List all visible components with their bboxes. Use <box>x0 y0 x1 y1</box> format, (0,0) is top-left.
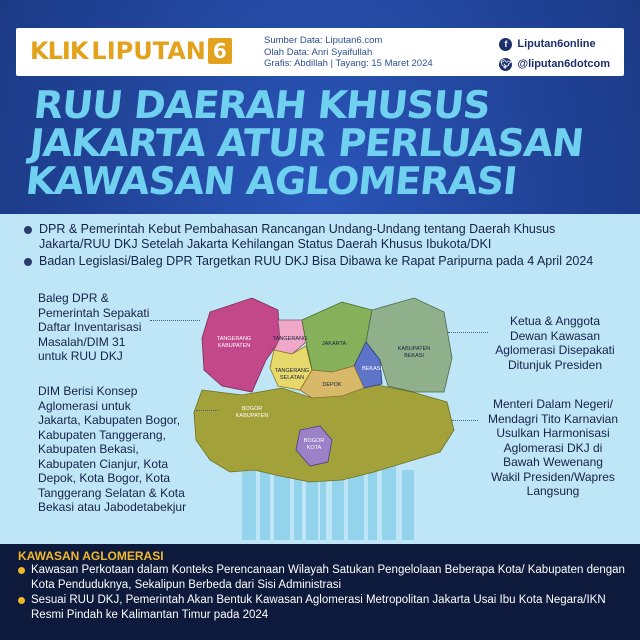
footer-list <box>18 563 628 623</box>
note-line: Depok, Kota Bogor, Kota <box>38 471 171 485</box>
note-line: Pemerintah Sepakati <box>38 305 150 320</box>
note-line: Wakil Presiden/Wapres <box>491 469 615 484</box>
title-line-1: RUU DAERAH KHUSUS <box>31 83 492 127</box>
map-label-tangerang-kab-1: TANGERANG <box>216 336 252 342</box>
map-label-bogor-kab-2: KABUPATEN <box>235 413 269 419</box>
note-line: Baleg DPR & <box>38 291 109 305</box>
leader-line <box>452 420 478 421</box>
key-point <box>24 222 624 252</box>
credit-processed: Olah Data: Anri Syaiful​lah <box>264 46 373 58</box>
map-label-tangsel-2: SELATAN <box>279 375 305 381</box>
brand-logo <box>30 37 232 65</box>
map-label-tangerang-kab-2: KABUPATEN <box>217 343 251 349</box>
leader-line <box>196 410 218 411</box>
note-line: Aglomerasi Disepakati <box>495 343 615 357</box>
header-bar <box>16 28 624 76</box>
map-label-bekasi-kab-1: KABUPATEN <box>397 346 431 352</box>
note-line: Kabupaten Tanggerang, <box>38 427 166 442</box>
key-point-text: Badan Legislasi/Baleg DPR Targetkan RUU DKJ Bisa Dibawa ke Rapat Paripurna pada 4 April 2024 <box>39 254 594 268</box>
note-line: Aglomerasi DKJ di <box>503 440 603 455</box>
note-line: untuk RUU DKJ <box>38 349 123 363</box>
note-line: Ditunjuk Presiden <box>507 357 603 372</box>
note-mendagri <box>478 397 628 499</box>
title-line-3: KAWASAN AGLOMERASI <box>23 159 519 203</box>
note-line: Mendagri Tito Karnavian <box>487 411 619 426</box>
note-line: Usulkan Harmonisasi <box>496 426 610 440</box>
bullet-dot <box>24 258 32 266</box>
map-label-bekasi-kab-2: BEKASI <box>404 353 424 359</box>
note-line: DIM Berisi Konsep <box>38 384 138 398</box>
page-title <box>23 83 636 203</box>
footer-item <box>18 563 628 592</box>
bullet-dot <box>18 567 25 574</box>
key-point <box>24 254 624 269</box>
leader-line <box>150 320 200 321</box>
note-line: Kabupaten Bekasi, <box>38 442 139 456</box>
note-ketua <box>490 314 620 372</box>
brand-klik: KLIK <box>30 37 88 65</box>
note-line: Tanggerang Selatan & Kota <box>38 485 185 500</box>
note-dim-konsep <box>38 384 186 515</box>
note-line: Daftar Inventarisasi <box>38 320 142 334</box>
twitter-link[interactable] <box>499 55 610 73</box>
map-label-depok: DEPOK <box>322 382 342 388</box>
map-label-bogor-kab-1: BOGOR <box>241 406 263 412</box>
note-line: Jakarta, Kabupaten Bogor, <box>38 413 181 427</box>
leader-line <box>448 332 488 333</box>
note-line: Kabupaten Cianjur, Kota <box>38 456 169 471</box>
footer-heading: KAWASAN AGLOMERASI <box>18 549 164 563</box>
brand-six: 6 <box>208 38 232 64</box>
twitter-icon: 🐦︎ <box>500 58 512 69</box>
credits <box>264 35 433 70</box>
note-line: Masalah/DIM 31 <box>38 334 126 349</box>
map-label-tangerang: TANGERANG <box>272 336 308 342</box>
key-points <box>24 222 624 271</box>
footer-item <box>18 593 628 622</box>
map-label-bekasi: BEKASI <box>362 366 382 372</box>
note-line: Menteri Dalam Negeri/ <box>492 397 614 411</box>
map-label-jakarta: JAKARTA <box>321 341 347 347</box>
map-label-bogor-kota-2: KOTA <box>306 445 322 451</box>
jabodetabekjur-map <box>182 280 462 540</box>
note-line: Langsung <box>526 484 580 498</box>
note-line: Dewan Kawasan <box>509 328 601 343</box>
footer-item-text: Kawasan Perkotaan dalam Konteks Perencanaan Wilayah Satukan Pengelolaan Beberapa Kota/ Kabupaten dengan Kota Penduduknya, Sekalipun Berbeda dari Sisi Administrasi <box>31 564 625 591</box>
map-label-tangsel-1: TANGERANG <box>274 368 310 374</box>
title-line-2: JAKARTA ATUR PERLUASAN <box>27 121 586 165</box>
note-line: Ketua & Anggota <box>509 314 601 328</box>
twitter-handle: @liputan6dotcom <box>517 58 610 70</box>
facebook-link[interactable] <box>499 35 610 53</box>
footer-item-text: Sesuai RUU DKJ, Pemerintah Akan Bentuk Kawasan Aglomerasi Metropolitan Jakarta Usai Ibu Kota Negara/IKN Resmi Pindah ke Kalimantan Timur pada 2024 <box>31 594 606 621</box>
key-point-text: DPR & Pemerintah Kebut Pembahasan Rancangan Undang-Undang tentang Daerah Khusus Jakarta/RUU DKJ Setelah Jakarta Kehilangan Status Daerah Khusus Ibukota/DKI <box>39 222 556 251</box>
brand-name: LIPUTAN <box>91 37 206 65</box>
note-line: Bekasi atau Jabodetabekjur <box>38 500 187 514</box>
credit-graphic: Grafis: Abdillah | Tayang: 15 Maret 2024 <box>264 58 433 69</box>
note-line: Aglomerasi untuk <box>38 398 131 413</box>
credit-source: Sumber Data: Liputan6.com <box>264 35 383 46</box>
note-line: Bawah Wewenang <box>503 455 603 469</box>
bullet-dot <box>18 597 25 604</box>
note-baleg <box>38 291 149 364</box>
social-links <box>499 35 610 75</box>
facebook-handle: Liputan6online <box>517 38 596 50</box>
map-label-bogor-kota-1: BOGOR <box>303 438 325 444</box>
facebook-icon: f <box>499 38 512 51</box>
bullet-dot <box>24 226 32 234</box>
